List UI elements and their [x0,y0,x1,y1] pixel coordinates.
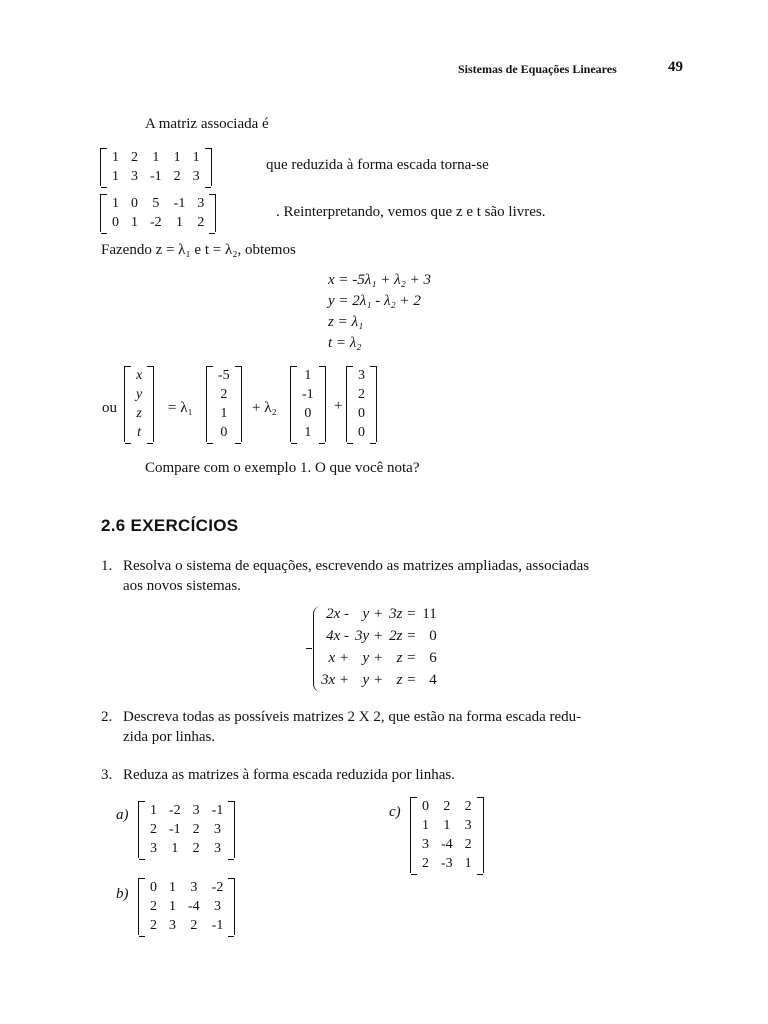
system-term: y + [362,650,384,666]
system-term: 3y + [355,628,384,644]
matrix-cell: 2 [192,822,200,837]
matrix-cell: 3 [214,899,221,914]
matrix-cell: 2 [192,841,200,856]
system-term: z = [396,672,417,688]
matrix-row [212,404,236,423]
system-term: 4x - [326,628,350,644]
compare-text: Compare com o exemplo 1. O que você nota? [145,460,420,476]
matrix-row [352,385,371,404]
matrix-cell: 1 [304,368,312,383]
ex3-matrix-a [138,801,235,858]
system-equation [318,625,440,647]
ex1-text-line2: aos novos sistemas. [123,578,241,594]
system-term: 0 [429,628,437,644]
matrix-cell: 1 [171,841,179,856]
matrix-row [352,366,371,385]
matrix-cell: 0 [358,425,365,440]
ex3-c-label: c) [389,804,401,820]
matrix-cell: 0 [422,799,429,814]
matrix-row [416,797,478,816]
matrix-cell: 3 [169,918,176,933]
equation-t: t = λ₂ [328,335,362,351]
matrix-cell: -1 [211,918,224,933]
matrix-row [144,801,229,820]
matrix-cell: y [136,387,143,402]
matrix-cell: 0 [131,196,138,211]
matrix-row [212,423,236,442]
matrix-cell: 5 [152,196,160,211]
system-term: 2z = [389,628,417,644]
matrix-row [296,423,320,442]
matrix-cell: -2 [150,215,162,230]
system-term: 11 [422,606,437,622]
matrix-row [130,423,148,442]
matrix-cell: 2 [150,918,157,933]
matrix-row [144,839,229,858]
system-term: 2x - [326,606,350,622]
matrix-cell: 2 [190,918,198,933]
matrix-row [212,385,236,404]
matrix-cell: 1 [169,880,176,895]
system-term: x + [328,650,350,666]
matrix-cell: -2 [211,880,224,895]
running-title: Sistemas de Equações Lineares [458,62,617,76]
matrix-cell: 1 [150,803,157,818]
matrix-cell: 2 [150,822,157,837]
equation-system [318,603,440,691]
matrix-row [212,366,236,385]
matrix-cell: 2 [197,215,205,230]
system-term: 3z = [389,606,417,622]
matrix-cell: 1 [112,196,119,211]
matrix-cell: 1 [304,425,312,440]
matrix-cell: 2 [150,899,157,914]
ex3-b-label: b) [116,886,129,902]
matrix-cell: -1 [211,803,224,818]
matrix-cell: 2 [358,387,365,402]
matrix-row [130,366,148,385]
matrix-cell: 2 [443,799,451,814]
ou-text: ou [102,400,117,416]
matrix-cell: 2 [464,799,472,814]
matrix-row [144,897,229,916]
matrix-cell: -4 [188,899,200,914]
matrix-row [130,385,148,404]
matrix-cell: z [136,406,142,421]
vector-variables [124,366,154,442]
matrix-associated [100,148,212,186]
ex1-number: 1. [101,558,113,574]
matrix-cell: 1 [422,818,429,833]
matrix-cell: -1 [150,169,162,184]
matrix-cell: t [137,425,142,440]
reinterpret-text: . Reinterpretando, vemos que z e t são livres. [276,204,546,220]
matrix-cell: -1 [169,822,181,837]
matrix-row [106,213,210,232]
matrix-intro-text: A matriz associada é [145,116,269,132]
matrix-cell: x [136,368,143,383]
ex3-a-label: a) [116,807,129,823]
matrix-cell: 1 [112,150,119,165]
system-equation [318,669,440,691]
matrix-row [106,194,210,213]
vector-lambda1 [206,366,242,442]
matrix-cell: -3 [441,856,453,871]
matrix-cell: 3 [150,841,157,856]
matrix-row [106,148,206,167]
vector-constant [346,366,377,442]
matrix-cell: 3 [422,837,429,852]
matrix-cell: 3 [131,169,138,184]
eq-lambda1: = λ₁ [168,400,193,416]
matrix-row [106,167,206,186]
system-equation [318,647,440,669]
matrix-row [296,404,320,423]
matrix-cell: 3 [192,169,200,184]
system-equation [318,603,440,625]
matrix-cell: 1 [169,899,176,914]
matrix-cell: 2 [131,150,138,165]
equation-z: z = λ₁ [328,314,364,330]
matrix-row [144,878,229,897]
ex3-number: 3. [101,767,113,783]
matrix-row [416,854,478,873]
system-term: 4 [429,672,437,688]
ex2-text-line1: Descreva todas as possíveis matrizes 2 X 2, que estão na forma escada redu- [123,709,582,725]
matrix-cell: -1 [302,387,314,402]
matrix-row [296,366,320,385]
ex2-number: 2. [101,709,113,725]
ex1-text-line1: Resolva o sistema de equações, escrevendo as matrizes ampliadas, associadas [123,558,590,574]
matrix-cell: 3 [464,818,472,833]
matrix-cell: 0 [304,406,312,421]
matrix-cell: 0 [358,406,365,421]
matrix-row [416,816,478,835]
matrix-row [130,404,148,423]
matrix-cell: 1 [192,150,200,165]
ex3-text: Reduza as matrizes à forma escada reduzida por linhas. [123,767,455,783]
matrix-row [144,820,229,839]
matrix-cell: 2 [173,169,181,184]
system-term: y + [362,672,384,688]
matrix-row [296,385,320,404]
matrix-cell: 3 [214,822,221,837]
matrix-cell: 1 [464,856,472,871]
ex2-text-line2: zida por linhas. [123,729,216,745]
matrix-cell: 1 [443,818,451,833]
matrix-row [416,835,478,854]
matrix-cell: -1 [173,196,186,211]
vector-lambda2 [290,366,326,442]
matrix-cell: 3 [197,196,205,211]
matrix-cell: 3 [190,880,198,895]
equation-y: y = 2λ₁ - λ₂ + 2 [328,293,421,309]
matrix-cell: 2 [220,387,228,402]
matrix-cell: 1 [176,215,183,230]
matrix-cell: 3 [192,803,200,818]
system-term: 3x + [321,672,350,688]
matrix-cell: -5 [218,368,230,383]
matrix-cell: 0 [220,425,228,440]
matrix-cell: 3 [358,368,365,383]
equation-x: x = -5λ₁ + λ₂ + 3 [328,272,431,288]
matrix-row [352,423,371,442]
plus-sign: + [334,398,343,414]
matrix-cell: 1 [152,150,160,165]
matrix-cell: 1 [112,169,119,184]
page-number: 49 [668,59,683,75]
matrix-cell: 3 [214,841,221,856]
matrix-cell: 0 [150,880,157,895]
matrix-cell: -2 [169,803,181,818]
matrix-cell: 1 [173,150,181,165]
reduce-text: que reduzida à forma escada torna-se [266,157,489,173]
matrix-reduced [100,194,216,232]
fazendo-text: Fazendo z = λ₁ e t = λ₂, obtemos [101,242,296,258]
matrix-cell: -4 [441,837,453,852]
ex3-matrix-b [138,878,235,935]
system-term: 6 [429,650,437,666]
matrix-row [144,916,229,935]
matrix-cell: 0 [112,215,119,230]
system-brace-tip [306,648,312,649]
matrix-cell: 2 [422,856,429,871]
matrix-cell: 1 [131,215,138,230]
matrix-cell: 2 [464,837,472,852]
plus-lambda2: + λ₂ [252,400,277,416]
system-term: z = [396,650,417,666]
ex3-matrix-c [410,797,484,873]
system-term: y + [362,606,384,622]
section-title: 2.6 EXERCÍCIOS [101,516,239,535]
matrix-cell: 1 [220,406,228,421]
matrix-row [352,404,371,423]
